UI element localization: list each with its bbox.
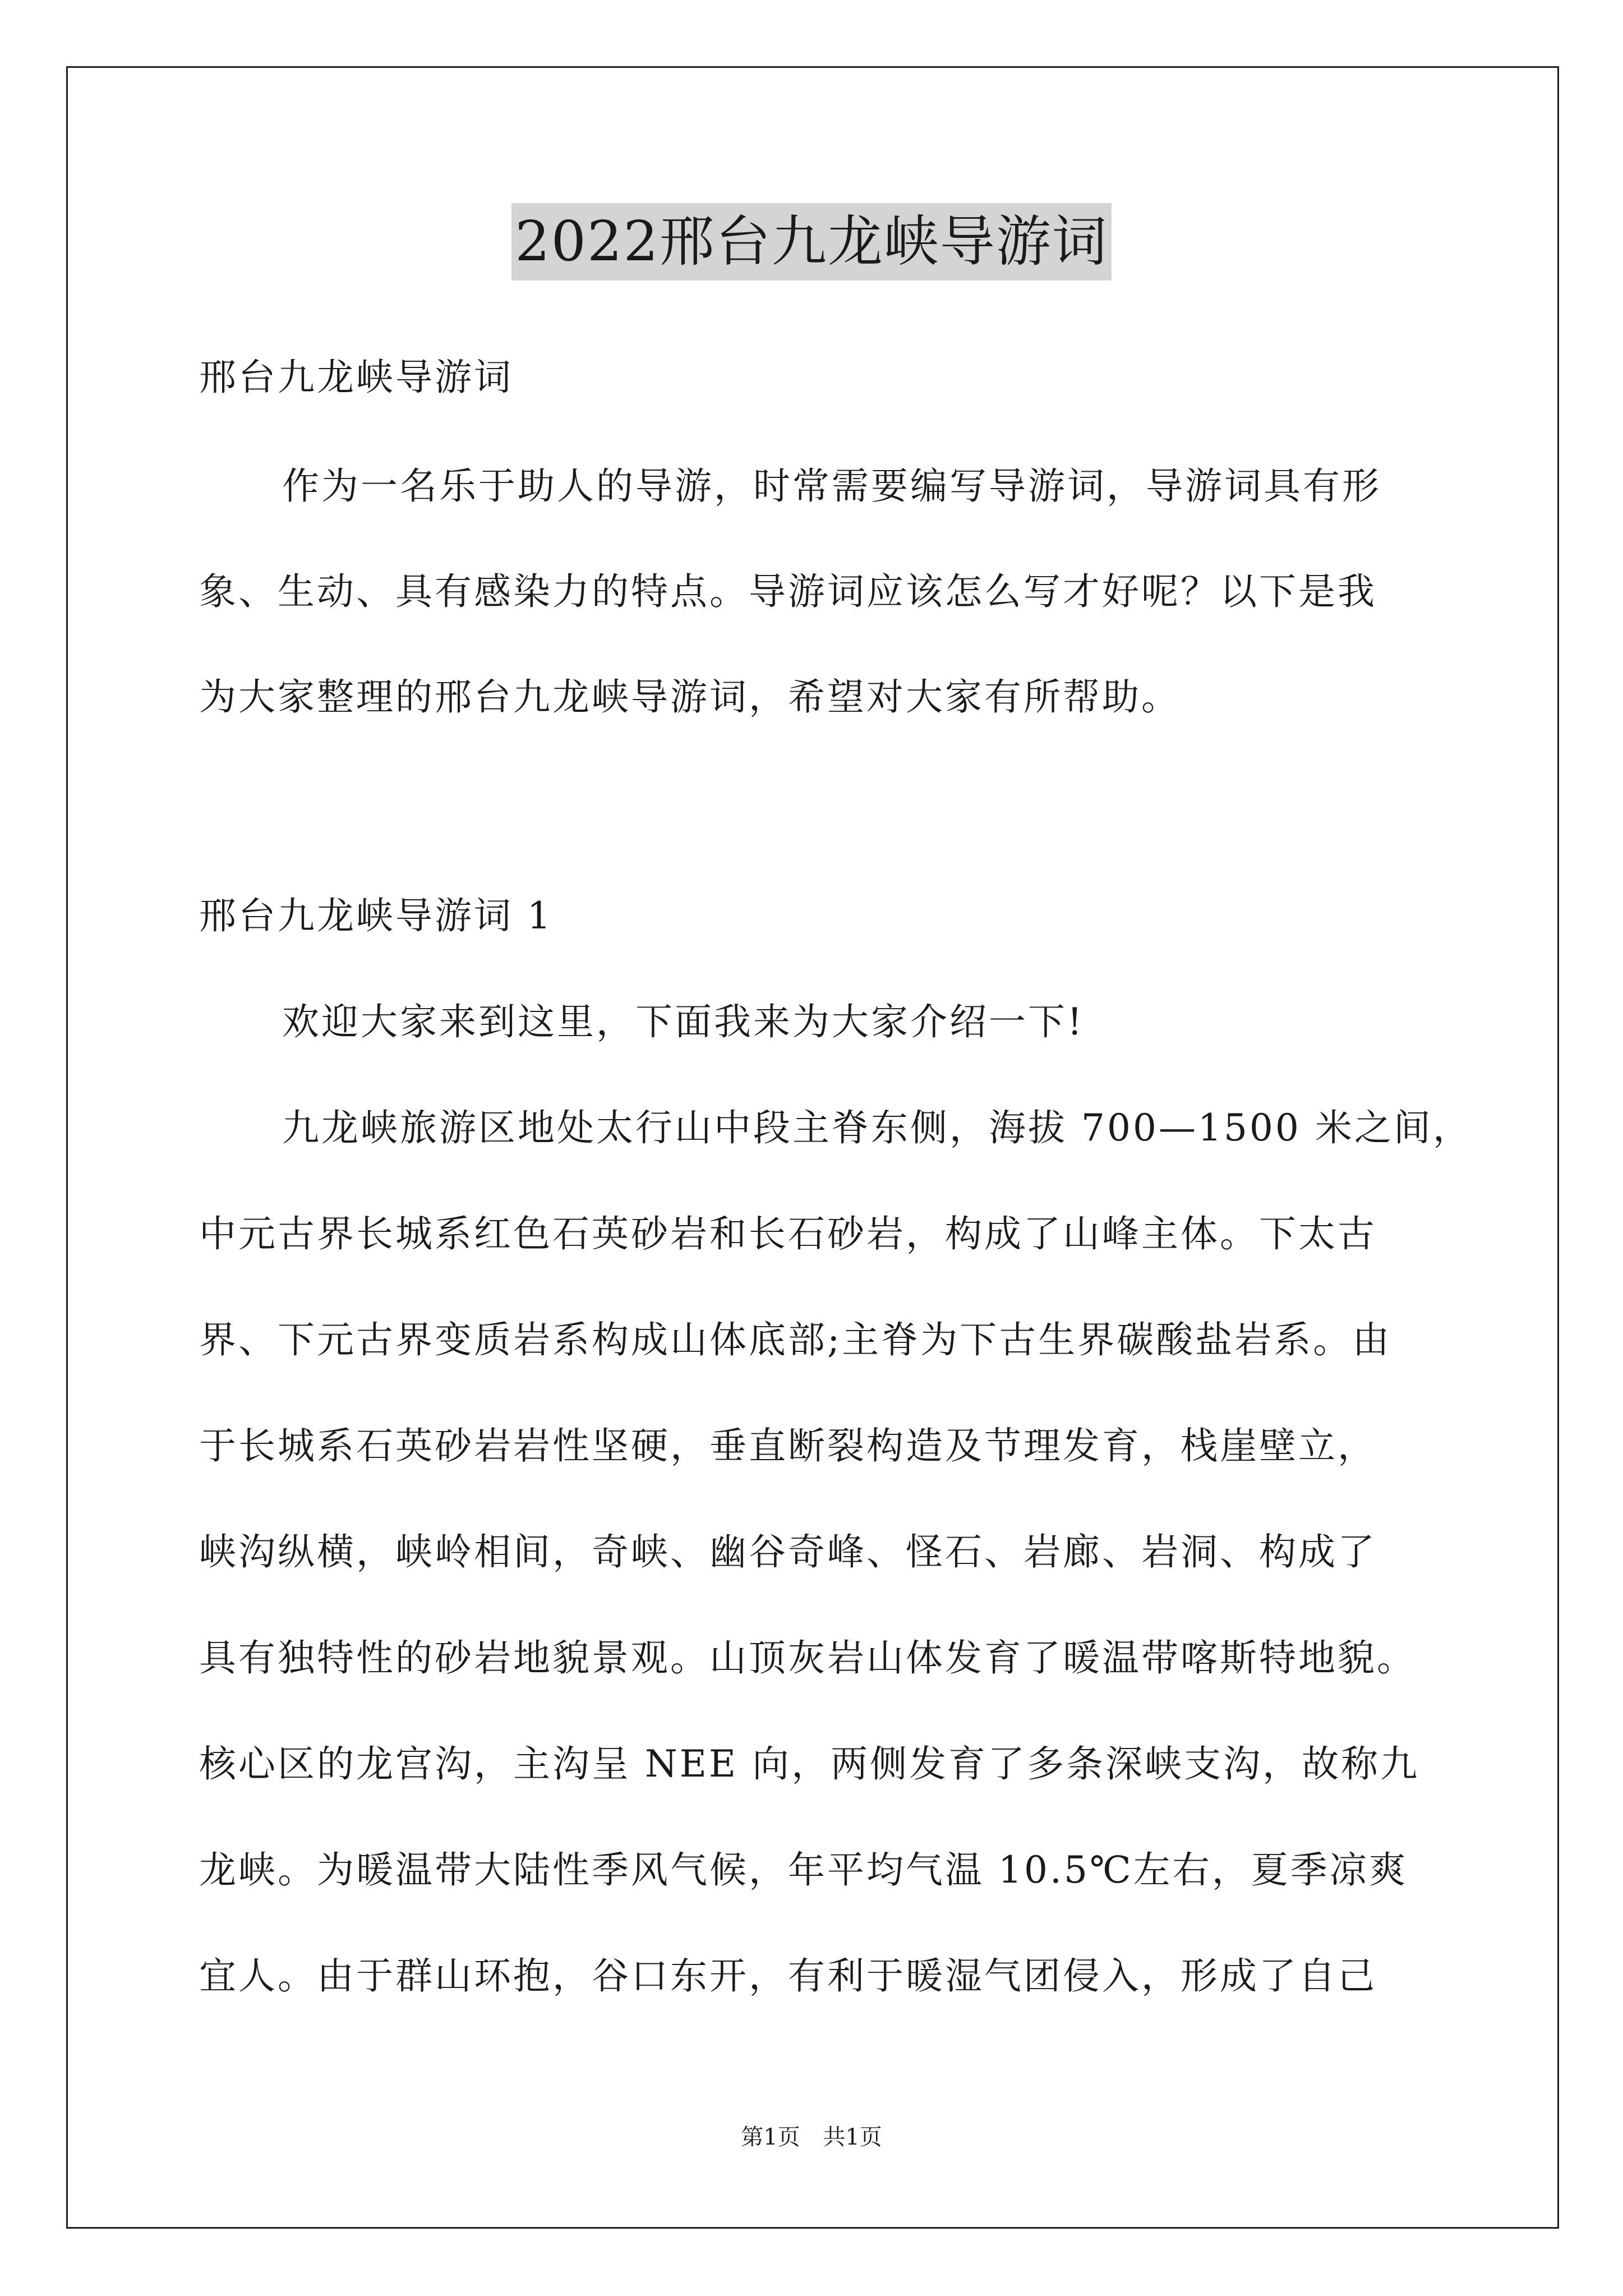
body-line: 核心区的龙宫沟，主沟呈 NEE 向，两侧发育了多条深峡支沟，故称九: [199, 1742, 1420, 1786]
body-line: 中元古界长城系红色石英砂岩和长石砂岩，构成了山峰主体。下太古: [199, 1212, 1377, 1255]
body-line: 峡沟纵横，峡岭相间，奇峡、幽谷奇峰、怪石、岩廊、岩洞、构成了: [199, 1530, 1377, 1573]
welcome-line: 欢迎大家来到这里，下面我来为大家介绍一下!: [282, 1000, 1085, 1043]
page-number-current: 第1页: [741, 2124, 800, 2150]
title-container: [0, 203, 1623, 280]
body-line: 宜人。由于群山环抱，谷口东开，有利于暖湿气团侵入，形成了自己: [199, 1954, 1377, 1998]
page-number-total: 共1页: [823, 2124, 882, 2150]
section-heading: 邢台九龙峡导游词 1: [199, 894, 553, 937]
body-line: 龙峡。为暖温带大陆性季风气候，年平均气温 10.5℃左右，夏季凉爽: [199, 1848, 1408, 1892]
body-line: 九龙峡旅游区地处太行山中段主脊东侧，海拔 700—1500 米之间，: [282, 1106, 1472, 1149]
body-line: 于长城系石英砂岩岩性坚硬，垂直断裂构造及节理发育，栈崖壁立，: [199, 1424, 1377, 1467]
document-title: 2022邢台九龙峡导游词: [511, 203, 1111, 280]
body-line: 界、下元古界变质岩系构成山体底部;主脊为下古生界碳酸盐岩系。由: [199, 1318, 1392, 1361]
intro-line: 作为一名乐于助人的导游，时常需要编写导游词，导游词具有形: [282, 464, 1381, 508]
page-footer: [0, 2122, 1623, 2153]
subtitle: 邢台九龙峡导游词: [199, 356, 513, 399]
body-line: 具有独特性的砂岩地貌景观。山顶灰岩山体发育了暖温带喀斯特地貌。: [199, 1636, 1416, 1680]
intro-line: 为大家整理的邢台九龙峡导游词，希望对大家有所帮助。: [199, 675, 1181, 719]
intro-line: 象、生动、具有感染力的特点。导游词应该怎么写才好呢？以下是我: [199, 570, 1377, 613]
